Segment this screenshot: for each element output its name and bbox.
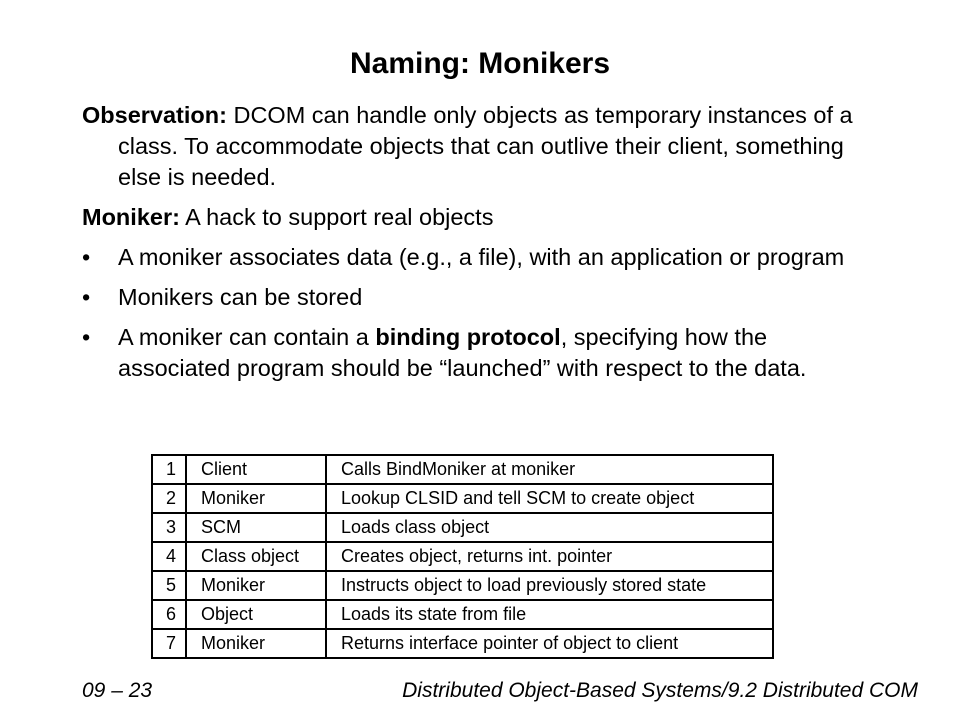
slide-title: Naming: Monikers: [349, 47, 611, 80]
observation-text: DCOM can handle only objects as temporary instances of a class. To accommodate objects that can outlive their client, something else is needed.: [118, 102, 853, 190]
bullet-marker: •: [82, 284, 91, 310]
step-actor: SCM: [186, 513, 326, 542]
table-row: [152, 513, 773, 542]
bullet-text: [118, 322, 872, 384]
step-action: Lookup CLSID and tell SCM to create object: [326, 484, 773, 513]
table-row: [152, 542, 773, 571]
step-number: 3: [152, 513, 186, 542]
moniker-text: A hack to support real objects: [179, 204, 494, 230]
bullet-text: A moniker associates data (e.g., a file), with an application or program: [118, 244, 845, 270]
table-row: [152, 484, 773, 513]
bullet-item: [82, 282, 872, 313]
step-actor: Object: [186, 600, 326, 629]
step-action: Loads its state from file: [326, 600, 773, 629]
step-action: Creates object, returns int. pointer: [326, 542, 773, 571]
bullet-marker: •: [82, 244, 91, 270]
moniker-definition: [82, 202, 872, 233]
bullet-marker: •: [82, 324, 91, 350]
step-action: Loads class object: [326, 513, 773, 542]
table-row: [152, 571, 773, 600]
step-actor: Moniker: [186, 484, 326, 513]
bullet-item: [82, 322, 872, 384]
step-actor: Client: [186, 455, 326, 484]
footer-section-title: Distributed Object-Based Systems/9.2 Distributed COM: [402, 679, 918, 702]
step-action: Calls BindMoniker at moniker: [326, 455, 773, 484]
binding-protocol-term: binding protocol: [375, 324, 561, 350]
bullet-text-part: , specifying how the associated program should be “launched” with respect to the data.: [118, 324, 807, 381]
step-number: 7: [152, 629, 186, 658]
step-actor: Moniker: [186, 629, 326, 658]
binding-steps-table: [151, 454, 774, 659]
bullet-text-part: A moniker can contain a: [118, 324, 376, 350]
step-number: 5: [152, 571, 186, 600]
step-actor: Moniker: [186, 571, 326, 600]
moniker-label: Moniker:: [82, 204, 180, 230]
step-number: 6: [152, 600, 186, 629]
step-action: Instructs object to load previously stored state: [326, 571, 773, 600]
bullet-item: [82, 242, 872, 273]
step-number: 4: [152, 542, 186, 571]
step-number: 2: [152, 484, 186, 513]
observation-paragraph: [82, 100, 872, 193]
step-actor: Class object: [186, 542, 326, 571]
bullet-text: Monikers can be stored: [118, 284, 363, 310]
table-row: [152, 629, 773, 658]
table-row: [152, 600, 773, 629]
step-number: 1: [152, 455, 186, 484]
slide-body: [82, 100, 872, 384]
step-action: Returns interface pointer of object to client: [326, 629, 773, 658]
footer-slide-number: 09 – 23: [82, 679, 153, 702]
observation-label: Observation:: [82, 102, 227, 128]
table-row: [152, 455, 773, 484]
